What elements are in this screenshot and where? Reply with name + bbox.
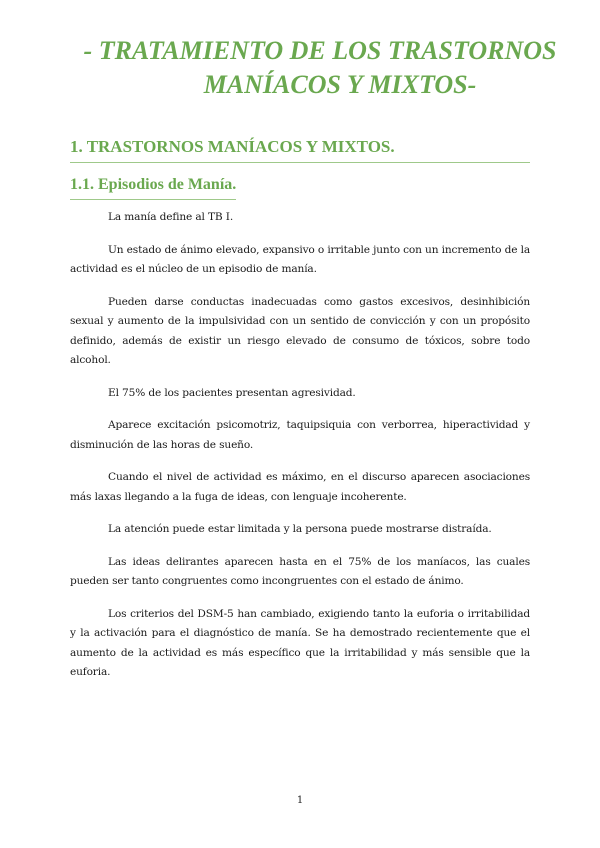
section-heading: 1. TRASTORNOS MANÍACOS Y MIXTOS.	[70, 136, 530, 163]
paragraph: Cuando el nivel de actividad es máximo, en el discurso aparecen asociaciones más laxas llegando a la fuga de ideas, con lenguaje incoherente.	[70, 471, 530, 503]
paragraph: Aparece excitación psicomotriz, taquipsiquia con verborrea, hiperactividad y disminución de las horas de sueño.	[70, 419, 530, 451]
body-text	[70, 208, 530, 696]
document-title	[70, 34, 570, 102]
paragraph: Un estado de ánimo elevado, expansivo o irritable junto con un incremento de la actividad es el núcleo de un episodio de manía.	[70, 243, 530, 275]
paragraph: El 75% de los pacientes presentan agresividad.	[108, 386, 356, 399]
document-title-line-1: - TRATAMIENTO DE LOS TRASTORNOS	[83, 36, 557, 65]
subsection-heading	[70, 174, 530, 200]
page-number: 1	[296, 795, 304, 806]
paragraph: La atención puede estar limitada y la persona puede mostrarse distraída.	[108, 523, 492, 535]
paragraph: Los criterios del DSM-5 han cambiado, exigiendo tanto la euforia o irritabilidad y la activación para el diagnóstico de manía. Se ha demostrado recientemente que el aumento de la actividad es más específico que la irritabilidad y más sensible que la euforia.	[70, 607, 530, 678]
paragraph: La manía define al TB I.	[108, 211, 234, 223]
subsection-heading-text: 1.1. Episodios de Manía.	[70, 174, 236, 200]
paragraph: Las ideas delirantes aparecen hasta en el 75% de los maníacos, las cuales pueden ser tanto congruentes como incongruentes con el estado de ánimo.	[70, 555, 530, 587]
document-title-line-2: MANÍACOS Y MIXTOS-	[203, 70, 477, 99]
paragraph: Pueden darse conductas inadecuadas como gastos excesivos, desinhibición sexual y aumento de la impulsividad con un sentido de convicción y con un propósito definido, además de existir un riesgo elevado de consumo de tóxicos, sobre todo alcohol.	[70, 295, 530, 366]
